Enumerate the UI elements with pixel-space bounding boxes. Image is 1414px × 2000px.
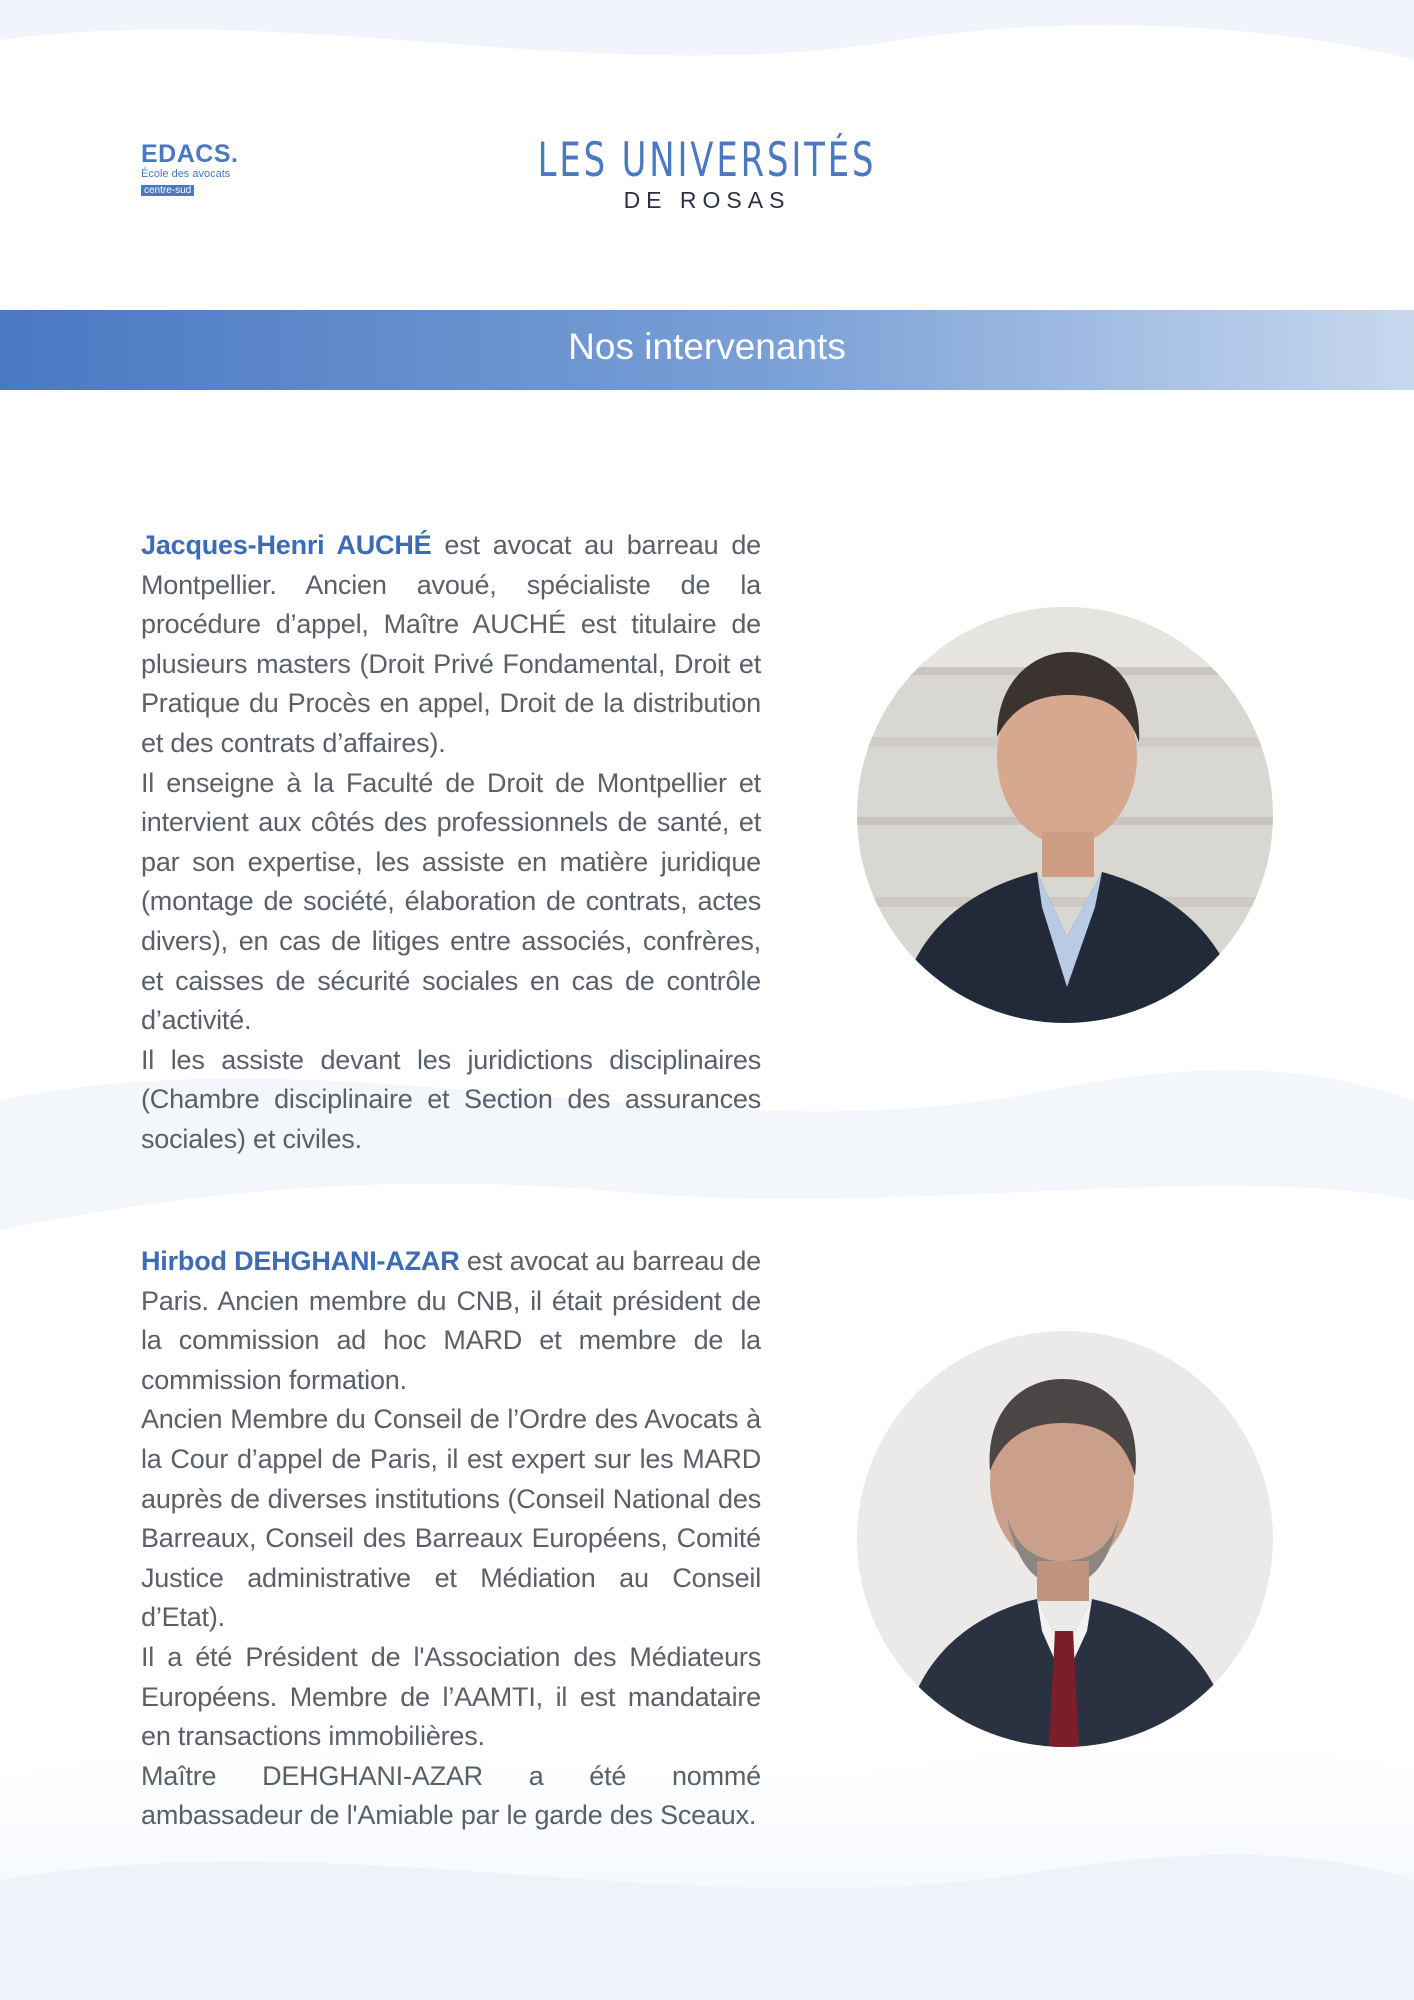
section-title: Nos intervenants [568, 326, 846, 367]
event-title-main: LES UNIVERSITÉS [537, 133, 877, 188]
bio-paragraph: Il les assiste devant les juridictions disciplinaires (Chambre disciplinaire et Section des assurances sociales) et civiles. [141, 1044, 761, 1154]
bio-paragraph: Maître DEHGHANI-AZAR a été nommé ambassadeur de l'Amiable par le garde des Sceaux. [141, 1760, 761, 1831]
edacs-logo [141, 140, 261, 198]
speaker-name: Hirbod DEHGHANI-AZAR [141, 1246, 460, 1276]
logo-wordmark: EDACS. [141, 140, 239, 168]
speaker-photo [857, 607, 1273, 1023]
bio-text: est avocat au barreau de Paris. Ancien membre du CNB, il était président de la commission ad hoc MARD et membre de la commission formation. [141, 1246, 761, 1395]
event-title [440, 134, 974, 214]
bio-paragraph: Il enseigne à la Faculté de Droit de Montpellier et intervient aux côtés des professionnels de santé, et par son expertise, les assiste en matière juridique (montage de société, élaboration de contrats, actes divers), en cas de litiges entre associés, confrères, et caisses de sécurité sociales en cas de contrôle d’activité. [141, 767, 761, 1036]
section-banner [0, 310, 1414, 390]
bio-text: est avocat au barreau de Montpellier. Ancien avoué, spécialiste de la procédure d’appel, Maître AUCHÉ est titulaire de plusieurs masters (Droit Privé Fondamental, Droit et Pratique du Procès en appel, Droit de la distribution et des contrats d’affaires). [141, 530, 762, 758]
speaker-bio [141, 526, 761, 1160]
bio-paragraph [141, 526, 761, 764]
speaker-bio [141, 1242, 761, 1836]
logo-tag: centre-sud [141, 185, 194, 196]
speaker-name: Jacques-Henri AUCHÉ [141, 530, 432, 560]
event-title-sub: DE ROSAS [623, 187, 791, 213]
speaker-photo [857, 1331, 1273, 1747]
logo-subtitle: École des avocats [141, 168, 231, 180]
bio-paragraph: Il a été Président de l'Association des Médiateurs Européens. Membre de l’AAMTI, il est mandataire en transactions immobilières. [141, 1641, 761, 1752]
bio-paragraph [141, 1242, 761, 1400]
bio-paragraph: Ancien Membre du Conseil de l’Ordre des Avocats à la Cour d’appel de Paris, il est expert sur les MARD auprès de diverses institutions (Conseil National des Barreaux, Conseil des Barreaux Européens, Comité Justice administrative et Médiation au Conseil d’Etat). [141, 1404, 761, 1633]
